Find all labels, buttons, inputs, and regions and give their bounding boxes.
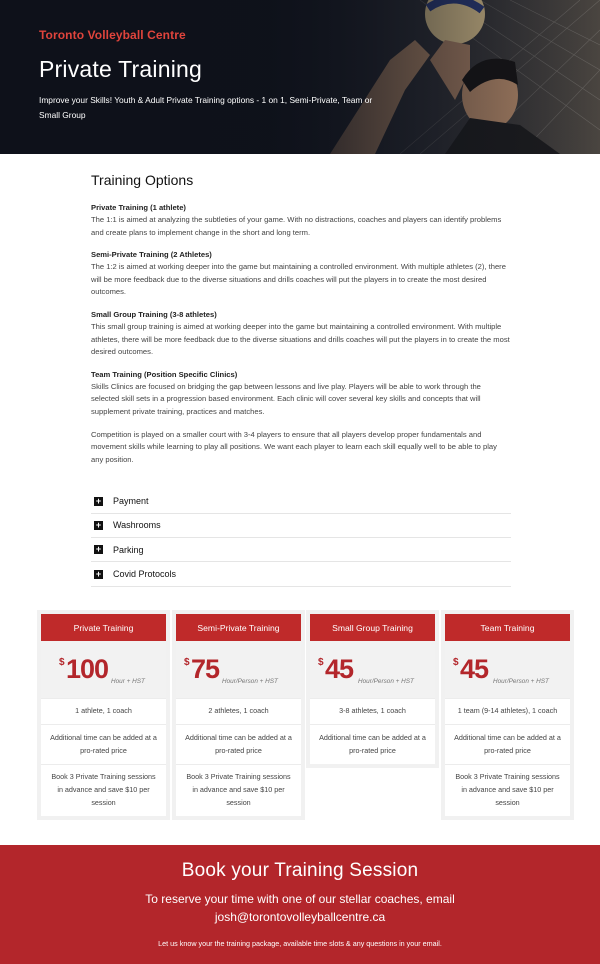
card-feature: Additional time can be added at a pro-rated price	[41, 724, 166, 764]
card-title: Team Training	[445, 614, 570, 641]
hero-text	[39, 28, 399, 123]
booking-note: Let us know your the training package, available time slots & any questions in your email.	[158, 939, 442, 948]
accordion-label: Parking	[113, 544, 144, 555]
booking-section	[0, 845, 600, 964]
option-semi-private	[91, 249, 511, 299]
card-feature: Additional time can be added at a pro-rated price	[445, 724, 570, 764]
option-text: The 1:2 is aimed at working deeper into the game but maintaining a controlled environment. With multiple athletes (2), there will be more feedback due to the diverse situations and drills coaches will put the players in to create the most desired outcomes.	[91, 262, 506, 297]
currency-symbol: $	[318, 657, 324, 668]
accordion-item-washrooms[interactable]	[91, 514, 511, 538]
currency-symbol: $	[453, 657, 459, 668]
card-title: Small Group Training	[310, 614, 435, 641]
plus-icon: +	[95, 519, 102, 530]
option-text: This small group training is aimed at working deeper into the game but maintaining a controlled environment. With multiple athletes, there will be more feedback due to the diverse situations and drills coaches will put the players in to create the most desired outcomes.	[91, 321, 510, 357]
card-price	[310, 641, 435, 698]
pricing-card-small-group	[310, 614, 435, 764]
price-unit: Hour/Person + HST	[222, 678, 278, 685]
option-small-group	[91, 309, 511, 359]
price-amount: 45	[325, 654, 354, 684]
section-title: Training Options	[91, 172, 194, 188]
card-feature: 1 team (9-14 athletes), 1 coach	[445, 698, 570, 724]
card-feature: 1 athlete, 1 coach	[41, 698, 166, 724]
option-heading: Team Training (Position Specific Clinics)	[91, 369, 238, 379]
card-title: Private Training	[41, 614, 166, 641]
accordion-item-parking[interactable]	[91, 538, 511, 562]
price-amount: 100	[66, 654, 109, 684]
competition-paragraph: Competition is played on a smaller court with 3-4 players to ensure that all players develop proper fundamentals and movement skills while learning to play all positions. We want each player to learn each skill equally well to be able to play any position.	[91, 429, 497, 464]
price-amount: 45	[460, 654, 489, 684]
accordion-item-payment[interactable]	[91, 489, 511, 513]
brand-name[interactable]: Toronto Volleyball Centre	[39, 28, 186, 42]
price-unit: Hour/Person + HST	[493, 678, 549, 685]
accordion-label: Payment	[113, 496, 149, 506]
card-feature: Book 3 Private Training sessions in advance and save $10 per session	[41, 764, 166, 816]
page-title: Private Training	[39, 56, 202, 82]
currency-symbol: $	[59, 657, 65, 668]
booking-title: Book your Training Session	[181, 860, 419, 881]
card-price	[41, 641, 166, 698]
pricing-card-private	[41, 614, 166, 816]
card-price	[176, 641, 301, 698]
card-feature: 2 athletes, 1 coach	[176, 698, 301, 724]
page-subtitle: Improve your Skills! Youth & Adult Private Training options - 1 on 1, Semi-Private, Team or Small Group	[39, 95, 373, 120]
pricing-card-team	[445, 614, 570, 816]
card-feature: Additional time can be added at a pro-rated price	[310, 724, 435, 764]
option-private	[91, 202, 511, 239]
card-feature: Additional time can be added at a pro-rated price	[176, 724, 301, 764]
option-heading: Semi-Private Training (2 Athletes)	[91, 250, 212, 260]
card-feature: 3-8 athletes, 1 coach	[310, 698, 435, 724]
accordion-item-covid[interactable]	[91, 562, 511, 586]
option-heading: Private Training (1 athlete)	[91, 203, 186, 212]
accordion-label: Covid Protocols	[113, 569, 177, 580]
currency-symbol: $	[184, 657, 190, 668]
price-unit: Hour + HST	[111, 678, 145, 685]
plus-icon: +	[95, 495, 102, 506]
price-amount: 75	[191, 654, 220, 684]
card-feature: Book 3 Private Training sessions in advance and save $10 per session	[176, 764, 301, 816]
hero-banner	[0, 0, 600, 154]
option-text: The 1:1 is aimed at analyzing the subtleties of your game. With no distractions, coaches and players can identify problems and create plans to implement change in the short and long term.	[91, 215, 502, 237]
price-unit: Hour/Person + HST	[358, 678, 414, 685]
option-text: Skills Clinics are focused on bridging the gap between lessons and live play. Players will be able to work through the selected skill sets in a progression based environment. Each clinic will cover several key skills and concepts that will supplement private training, practices and matches.	[91, 381, 481, 416]
faq-accordion	[91, 489, 511, 587]
card-feature: Book 3 Private Training sessions in advance and save $10 per session	[445, 764, 570, 816]
accordion-label: Washrooms	[113, 520, 161, 531]
booking-subtitle: To reserve your time with one of our stellar coaches, email	[145, 892, 455, 906]
pricing-card-semi-private	[176, 614, 301, 816]
card-title: Semi-Private Training	[176, 614, 301, 641]
training-options-section	[91, 172, 511, 587]
card-price	[445, 641, 570, 698]
option-heading: Small Group Training (3-8 athletes)	[91, 309, 217, 319]
plus-icon: +	[95, 544, 102, 555]
pricing-cards	[37, 614, 567, 824]
option-team	[91, 369, 511, 419]
booking-email-link[interactable]: josh@torontovolleyballcentre.ca	[214, 910, 386, 924]
plus-icon: +	[95, 568, 102, 579]
